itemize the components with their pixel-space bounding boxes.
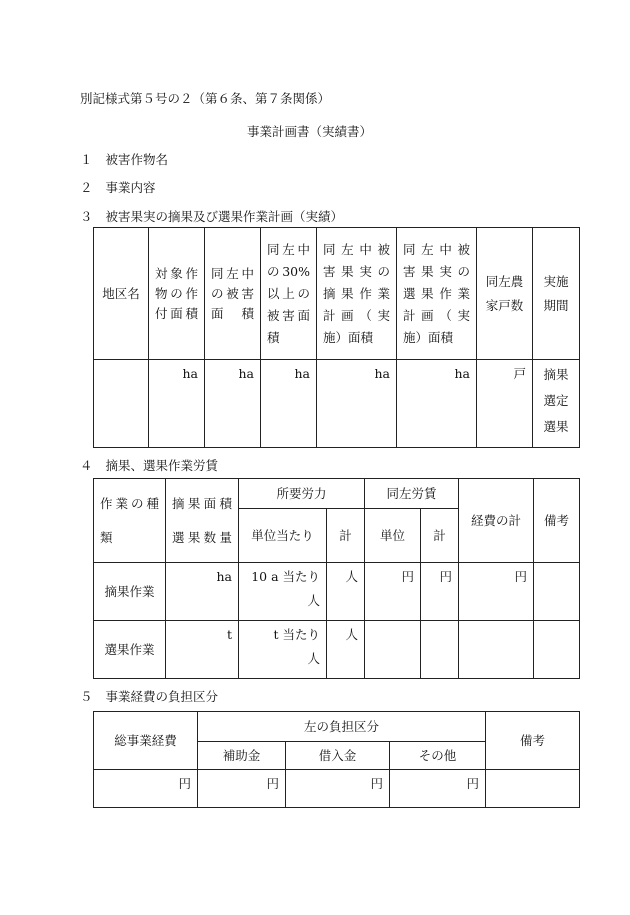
section-label: 被害作物名 [105,152,169,167]
cost-sharing-table [93,711,580,808]
header-labor-total: 計 [327,509,365,563]
cell-remarks[interactable] [486,770,580,808]
cell-other[interactable]: 円 [390,770,486,808]
cell-remarks[interactable] [534,621,580,679]
row-label: 摘果作業 [94,563,166,621]
plan-table [93,227,580,448]
header-damage-area: 同左中 の被害 面積 [205,228,261,360]
section-5-heading [80,687,218,705]
header-wage: 同左労賃 [365,479,459,509]
cell-expense-total[interactable]: 円 [459,563,534,621]
header-loan: 借入金 [286,742,390,770]
cell-remarks[interactable] [534,563,580,621]
section-label: 事業経費の負担区分 [105,689,219,704]
header-labor: 所要労力 [239,479,365,509]
cell-labor-total[interactable]: 人 [327,563,365,621]
cell-quantity[interactable]: t [166,621,239,679]
cell-loan[interactable]: 円 [286,770,390,808]
header-target-area: 対象作 物の作 付面積 [149,228,205,360]
header-breakdown: 左の負担区分 [198,712,486,742]
header-other: その他 [390,742,486,770]
section-2-heading [80,178,156,196]
section-number: ５ [80,689,93,704]
cell-total-cost[interactable]: 円 [94,770,198,808]
section-number: ４ [80,458,93,473]
section-4-heading [80,456,218,474]
cell-households[interactable]: 戸 [477,360,533,448]
header-area-name: 地区名 [94,228,149,360]
cell-damage-area[interactable]: ha [205,360,261,448]
header-wage-total: 計 [421,509,459,563]
header-households: 同左農 家戸数 [477,228,533,360]
section-3-heading [80,207,343,225]
wage-table [93,478,580,679]
section-label: 事業内容 [105,180,156,195]
cell-expense-total[interactable] [459,621,534,679]
table-row [94,563,580,621]
row-label: 選果作業 [94,621,166,679]
cell-wage-unit[interactable] [365,621,421,679]
section-1-heading [80,150,168,168]
cell-labor-per-unit[interactable]: t 当たり 人 [239,621,327,679]
header-sorting-area: 同左中被 害果実の 選果作業 計画（実 施）面積 [397,228,477,360]
cell-wage-total[interactable]: 円 [421,563,459,621]
section-label: 摘果、選果作業労賃 [105,458,219,473]
section-number: ３ [80,209,93,224]
header-work-type: 作業の種 類 [94,479,166,563]
header-wage-unit: 単位 [365,509,421,563]
section-number: ２ [80,180,93,195]
header-subsidy: 補助金 [198,742,286,770]
table-row [94,621,580,679]
cell-wage-total[interactable] [421,621,459,679]
cell-thinning-area[interactable]: ha [317,360,397,448]
document-title: 事業計画書（実績書） [247,124,373,139]
header-thinning-area: 同左中被 害果実の 摘果作業 計画（実 施）面積 [317,228,397,360]
cell-target-area[interactable]: ha [149,360,205,448]
form-reference: 別記様式第５号の２（第６条、第７条関係） [80,91,331,106]
cell-subsidy[interactable]: 円 [198,770,286,808]
header-area-quantity: 摘果面積 選果数量 [166,479,239,563]
cell-labor-total[interactable]: 人 [327,621,365,679]
section-number: １ [80,152,93,167]
cell-period[interactable]: 摘果 選定 選果 [533,360,580,448]
header-remarks: 備考 [534,479,580,563]
header-over-30-percent: 同左中 の30% 以上の 被害面 積 [261,228,317,360]
header-labor-unit: 単位当たり [239,509,327,563]
section-label: 被害果実の摘果及び選果作業計画（実績） [105,209,344,224]
header-expense-total: 経費の計 [459,479,534,563]
header-total-cost: 総事業経費 [94,712,198,770]
cell-wage-unit[interactable]: 円 [365,563,421,621]
header-period: 実施 期間 [533,228,580,360]
cell-over-30[interactable]: ha [261,360,317,448]
header-remarks: 備考 [486,712,580,770]
cell-labor-per-unit[interactable]: 10 a 当たり 人 [239,563,327,621]
cell-sorting-area[interactable]: ha [397,360,477,448]
cell-area-name[interactable] [94,360,149,448]
cell-quantity[interactable]: ha [166,563,239,621]
